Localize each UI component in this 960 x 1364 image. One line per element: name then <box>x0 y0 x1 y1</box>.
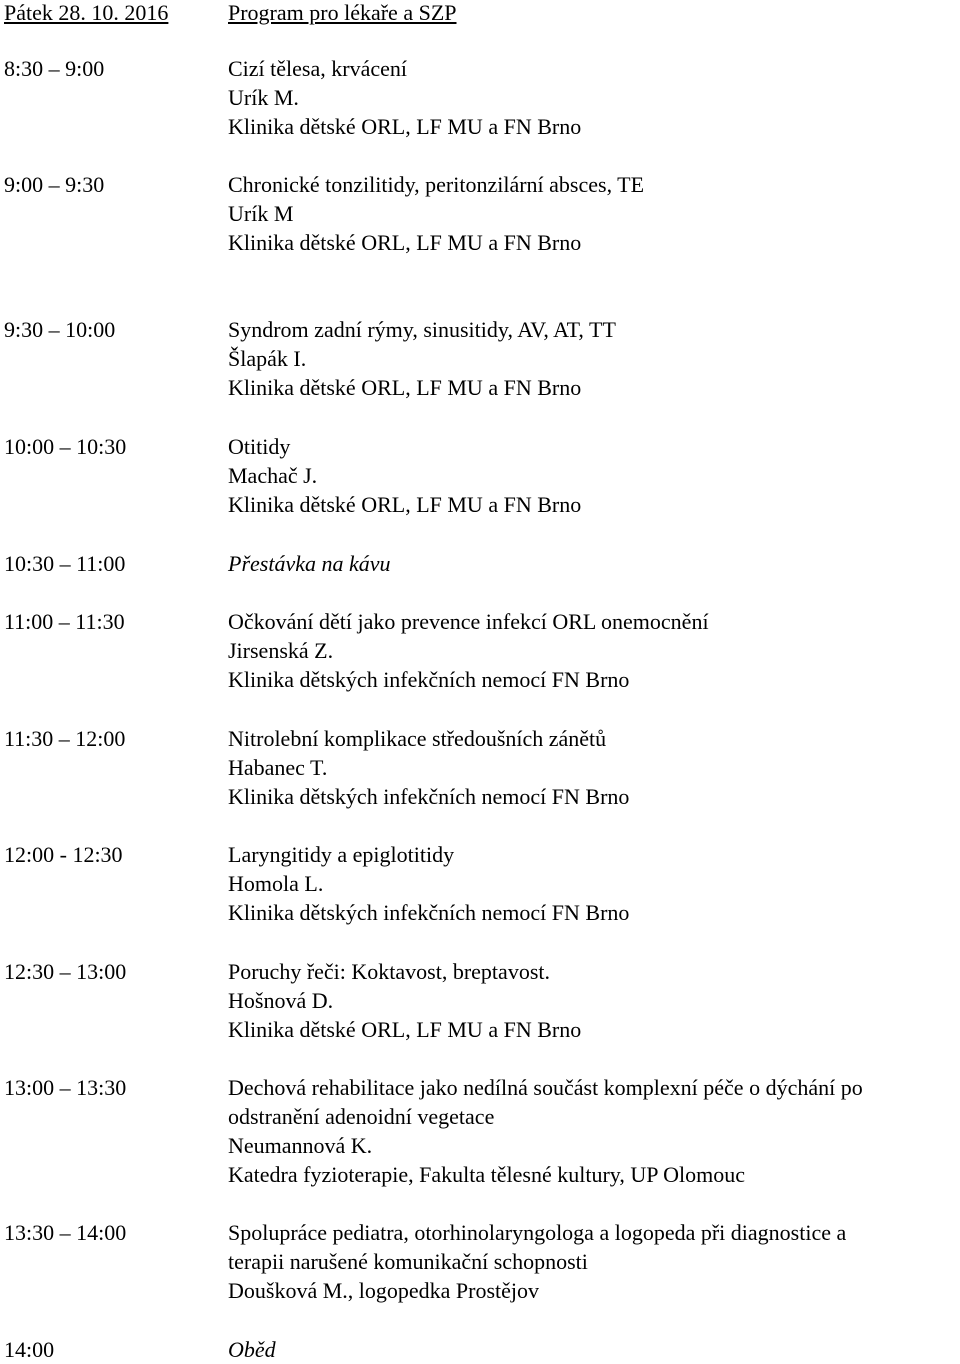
session-content <box>228 54 960 141</box>
session-content <box>228 607 960 694</box>
session-speaker: Machač J. <box>228 463 318 488</box>
session-content <box>228 957 960 1044</box>
session-time: 9:00 – 9:30 <box>4 172 105 197</box>
program-title: Program pro lékaře a SZP <box>228 0 457 25</box>
session-institution: Klinika dětské ORL, LF MU a FN Brno <box>228 230 582 255</box>
session-topic-continued: odstranění adenoidní vegetace <box>228 1104 495 1129</box>
session-time: 13:30 – 14:00 <box>4 1220 127 1245</box>
session-time: 14:00 <box>4 1337 55 1362</box>
program-date-text: Pátek 28. 10. 2016 <box>4 0 169 25</box>
session-content <box>228 1218 960 1305</box>
coffee-break-label: Přestávka na kávu <box>228 551 391 576</box>
session-content <box>228 840 960 927</box>
session-topic: Dechová rehabilitace jako nedílná součást komplexní péče o dýchání po <box>228 1075 863 1100</box>
session-institution: Klinika dětských infekčních nemocí FN Brno <box>228 667 630 692</box>
session-content <box>228 724 960 811</box>
session-content <box>228 170 960 257</box>
session-speaker: Habanec T. <box>228 755 328 780</box>
session-institution: Klinika dětské ORL, LF MU a FN Brno <box>228 114 582 139</box>
session-topic: Poruchy řeči: Koktavost, breptavost. <box>228 959 550 984</box>
session-institution: Klinika dětské ORL, LF MU a FN Brno <box>228 1017 582 1042</box>
session-speaker: Doušková M., logopedka Prostějov <box>228 1278 540 1303</box>
session-institution: Katedra fyzioterapie, Fakulta tělesné kultury, UP Olomouc <box>228 1162 746 1187</box>
session-time: 11:00 – 11:30 <box>4 609 125 634</box>
session-topic: Syndrom zadní rýmy, sinusitidy, AV, AT, TT <box>228 317 616 342</box>
session-topic: Nitrolební komplikace středoušních zánětů <box>228 726 607 751</box>
session-time: 12:00 - 12:30 <box>4 842 123 867</box>
program-date <box>4 0 168 27</box>
session-time: 11:30 – 12:00 <box>4 726 126 751</box>
program-header <box>4 0 457 27</box>
session-topic: Spolupráce pediatra, otorhinolaryngologa a logopeda při diagnostice a <box>228 1220 847 1245</box>
session-speaker: Homola L. <box>228 871 324 896</box>
session-speaker: Urík M <box>228 201 294 226</box>
session-speaker: Šlapák I. <box>228 346 307 371</box>
session-content <box>228 315 960 402</box>
session-content <box>228 549 960 578</box>
session-time: 13:00 – 13:30 <box>4 1075 127 1100</box>
session-institution: Klinika dětské ORL, LF MU a FN Brno <box>228 375 582 400</box>
session-content <box>228 432 960 519</box>
session-time: 10:00 – 10:30 <box>4 434 127 459</box>
session-time: 8:30 – 9:00 <box>4 56 105 81</box>
session-topic: Otitidy <box>228 434 291 459</box>
session-institution: Klinika dětské ORL, LF MU a FN Brno <box>228 492 582 517</box>
session-content <box>228 1335 960 1364</box>
session-speaker: Jirsenská Z. <box>228 638 334 663</box>
session-institution: Klinika dětských infekčních nemocí FN Brno <box>228 900 630 925</box>
session-topic: Očkování dětí jako prevence infekcí ORL onemocnění <box>228 609 709 634</box>
session-speaker: Urík M. <box>228 85 299 110</box>
lunch-label: Oběd <box>228 1337 276 1362</box>
session-time: 9:30 – 10:00 <box>4 317 116 342</box>
session-speaker: Neumannová K. <box>228 1133 373 1158</box>
session-institution: Klinika dětských infekčních nemocí FN Brno <box>228 784 630 809</box>
session-time: 12:30 – 13:00 <box>4 959 127 984</box>
session-speaker: Hošnová D. <box>228 988 334 1013</box>
session-content <box>228 1073 960 1189</box>
session-topic: Chronické tonzilitidy, peritonzilární absces, TE <box>228 172 645 197</box>
session-topic: Cizí tělesa, krvácení <box>228 56 407 81</box>
session-topic-continued: terapii narušené komunikační schopnosti <box>228 1249 588 1274</box>
session-time: 10:30 – 11:00 <box>4 551 126 576</box>
session-topic: Laryngitidy a epiglotitidy <box>228 842 455 867</box>
